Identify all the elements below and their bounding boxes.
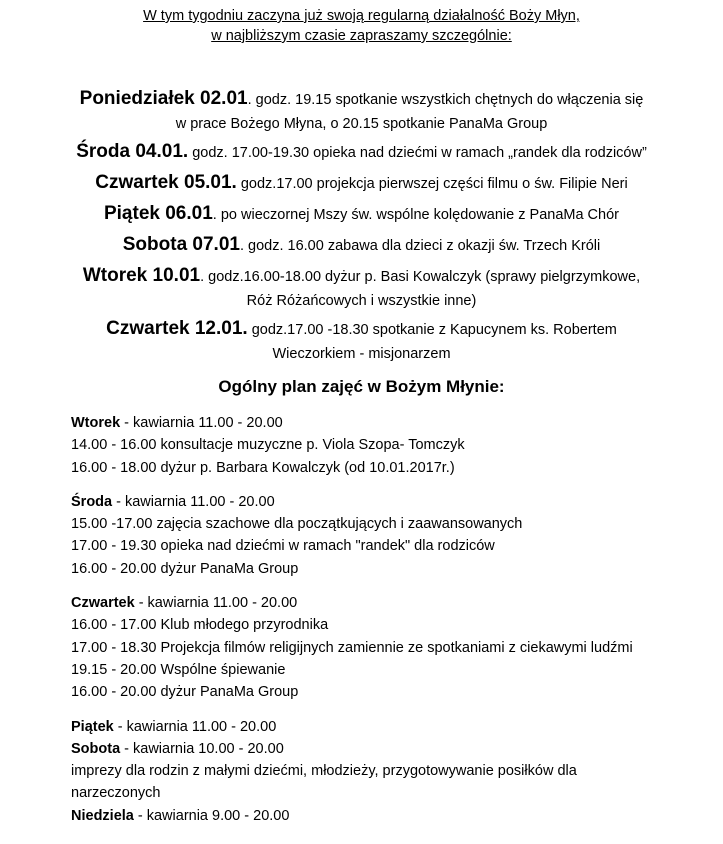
weekly-events — [0, 86, 723, 365]
plan-day-line — [71, 592, 711, 614]
intro-heading — [0, 6, 723, 46]
plan-item: 17.00 - 19.30 opieka nad dziećmi w ramach "randek" dla rodziców — [71, 538, 495, 555]
plan-title: Ogólny plan zajęć w Bożym Młynie: — [218, 377, 505, 396]
plan-day-line — [71, 491, 711, 513]
event-text-continued: Wieczorkiem - misjonarzem — [272, 346, 451, 362]
intro-line-1: W tym tygodniu zaczyna już swoją regularną działalność Boży Młyn, — [143, 8, 580, 24]
event-text-continued: Róż Różańcowych i wszystkie inne) — [246, 293, 477, 309]
plan-day: Środa — [71, 493, 113, 510]
event-text: godz.17.00 -18.30 spotkanie z Kapucynem ks. Robertem — [247, 322, 617, 338]
event-text: godz.17.00 projekcja pierwszej części filmu o św. Filipie Neri — [236, 176, 628, 192]
event-text: . godz.16.00-18.00 dyżur p. Basi Kowalczyk (sprawy pielgrzymkowe, — [200, 269, 641, 285]
intro-line-2: w najbliższym czasie zapraszamy szczególnie: — [211, 28, 512, 44]
event-text: godz. 17.00-19.30 opieka nad dziećmi w ramach „randek dla rodziców” — [188, 145, 647, 161]
plan-day-line — [71, 716, 711, 738]
plan-item: 16.00 - 20.00 dyżur PanaMa Group — [71, 560, 299, 577]
event-day: Środa 04.01. — [76, 141, 189, 162]
event-text: . godz. 19.15 spotkanie wszystkich chętnych do włączenia się — [247, 92, 644, 108]
plan-wednesday — [71, 491, 711, 580]
event-day: Wtorek 10.01 — [82, 265, 201, 286]
plan-cafe-hours: - kawiarnia 11.00 - 20.00 — [120, 415, 283, 431]
plan-item: 14.00 - 16.00 konsultacje muzyczne p. Viola Szopa- Tomczyk — [71, 437, 465, 454]
plan-item: 19.15 - 20.00 Wspólne śpiewanie — [71, 661, 286, 678]
plan-cafe-hours: - kawiarnia 11.00 - 20.00 — [113, 718, 277, 735]
event-friday — [0, 201, 723, 228]
spacer — [71, 479, 711, 491]
plan-day: Niedziela — [71, 807, 134, 824]
event-monday — [0, 86, 723, 135]
spacer — [71, 704, 711, 716]
event-day: Sobota 07.01 — [122, 234, 240, 255]
plan-tuesday — [71, 412, 711, 479]
plan-cafe-hours: - kawiarnia 11.00 - 20.00 — [112, 493, 275, 510]
plan-thursday — [71, 592, 711, 703]
event-day: Poniedziałek 02.01 — [79, 88, 248, 109]
plan-day: Czwartek — [71, 595, 135, 612]
plan-weekend — [71, 716, 711, 827]
plan-day: Piątek — [71, 718, 114, 735]
plan-item: imprezy dla rodzin z małymi dziećmi, młodzieży, przygotowywanie posiłków dla — [71, 763, 577, 780]
general-plan — [71, 412, 711, 827]
plan-day: Sobota — [71, 740, 121, 757]
plan-item: 16.00 - 17.00 Klub młodego przyrodnika — [71, 617, 329, 634]
plan-item: 16.00 - 20.00 dyżur PanaMa Group — [71, 684, 299, 701]
event-text: . po wieczornej Mszy św. wspólne kolędowanie z PanaMa Chór — [212, 207, 619, 223]
event-tuesday — [0, 263, 723, 312]
event-saturday — [0, 232, 723, 259]
event-text: . godz. 16.00 zabawa dla dzieci z okazji św. Trzech Króli — [239, 238, 601, 254]
event-thursday — [0, 170, 723, 197]
plan-cafe-hours: - kawiarnia 9.00 - 20.00 — [133, 807, 290, 824]
plan-item: 17.00 - 18.30 Projekcja filmów religijnych zamiennie ze spotkaniami z ciekawymi ludźmi — [71, 639, 633, 656]
event-thursday-2 — [0, 316, 723, 365]
event-day: Czwartek 12.01. — [106, 318, 248, 339]
event-day: Piątek 06.01 — [103, 203, 213, 224]
plan-cafe-hours: - kawiarnia 11.00 - 20.00 — [134, 595, 298, 612]
plan-item: 15.00 -17.00 zajęcia szachowe dla początkujących i zaawansowanych — [71, 516, 523, 533]
event-wednesday — [0, 139, 723, 166]
plan-day-line — [71, 738, 711, 760]
plan-item: 16.00 - 18.00 dyżur p. Barbara Kowalczyk (od 10.01.2017r.) — [71, 459, 455, 476]
plan-cafe-hours: - kawiarnia 10.00 - 20.00 — [120, 740, 284, 757]
plan-day-line — [71, 412, 711, 434]
plan-day: Wtorek — [71, 415, 121, 431]
event-text-continued: w prace Bożego Młyna, o 20.15 spotkanie PanaMa Group — [175, 116, 548, 132]
event-day: Czwartek 05.01. — [95, 172, 237, 193]
plan-item: narzeczonych — [71, 785, 161, 802]
plan-day-line — [71, 805, 711, 827]
spacer — [71, 580, 711, 592]
